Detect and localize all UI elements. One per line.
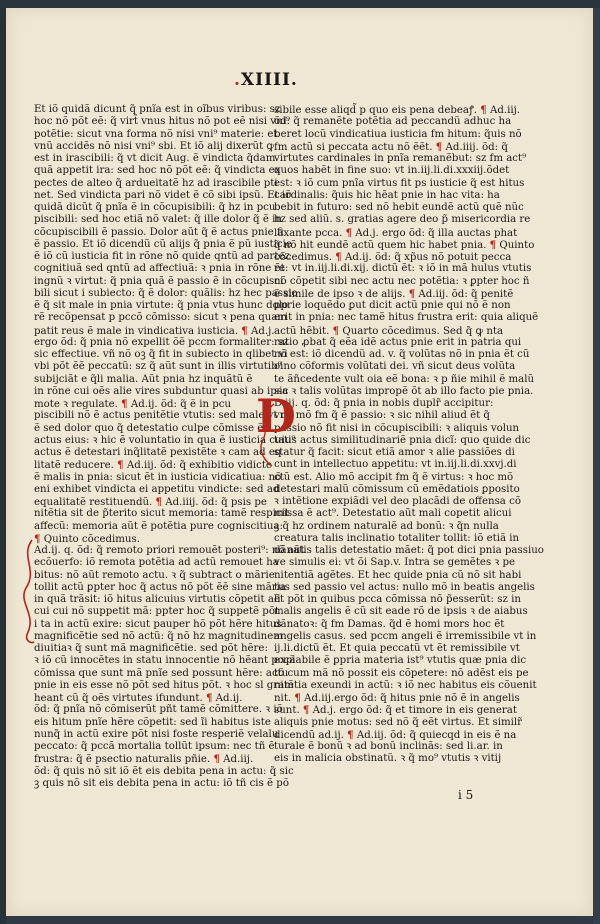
left-column-line: patit reus ẽ male in vindicativa iusticia. ¶ Ad.j. [34,324,275,337]
left-column-line: net. Sed vindicta pari nõ videt ẽ cõ sibi ipsũ. Et iõ [34,189,292,201]
red-initial-flourish [256,400,278,470]
left-column-line: magnificẽtie sed nõ actũ: q̃ nõ hz magnitudinem [34,630,283,642]
right-column-line: ꝫ q̃ hz ordinem naturalẽ ad bonũ: ꝛ q̃n nulla [274,520,499,532]
left-column-line: õd: q̃ quis nõ sit iõ ẽt eis debita pena in actu: q̃ sic [34,765,294,777]
left-column-line: subijciãt e q̃li malia. Aũt pnia hz inquãtũ ẽ [34,373,253,385]
left-column-line: tollit actũ ꝑpter hoc q̃ actus nõ põt ẽẽ sine mãria [34,581,286,593]
left-column-line: actus ẽ detestari inq̃litatẽ pexistẽte ꝛ cam ad eq [34,447,282,458]
right-column-line: actũ hẽbit. ¶ Quarto cõcedimus. Sed q̃ ꝙ nta [274,324,504,337]
right-column-line: nõ est: iõ dicendũ ad. v. q̃ volũtas nõ in pnia ẽt cũ [274,349,530,360]
left-column-line: bili sicut i subiecto: q̃ ẽ dolor: quãlis: hz hec passio [34,287,298,299]
right-column-line: bebit in futuro: sed nõ hebit eundẽ actũ quẽ nũc [274,202,524,213]
left-column-line: quã appetit ira: sed hoc nõ põt eẽ: q̃ vindicta ex [34,165,281,177]
right-column-line: nõ cõpetit sibi nec actu nec potẽtia: ꝛ ꝑpter hoc ñ [274,275,530,287]
left-column-line: sic effectiue. vñ nõ oꝫ q̃ fit in subiecto in qlibet vi [34,349,288,360]
paragraph-mark: ¶ [335,251,342,263]
right-column-line: beret locũ vindicatiua iusticia fm hitum: q̃uis nõ [274,128,522,140]
paragraph-mark: ¶ [345,226,353,239]
left-column-line: cõcupiscibili ẽ passio. Dolor aũt q̃ ẽ actus pnie fi [34,226,284,238]
left-column-line: potẽtie: sicut vna forma nõ nisi vni⁹ materie: et [34,128,278,140]
left-column-line: ingnũ ꝛ virtut: q̃ pnia quã ẽ passio ẽ in cõcupisci [34,275,284,287]
right-column-line: creatura talis inclinatio totaliter tollit: iõ etiã in [274,532,520,544]
right-column-line: D.iij. q. õd: q̃ pnia in nobis duplr̃ accipitur: [274,398,494,409]
red-margin-flourish [18,536,40,646]
right-column-line: quos habẽt in fine suo: vt in.iij.li.di.xxxiij.õdet [274,165,510,177]
right-column-line: missa ẽ act⁹. Detestatio aũt mali copetit alicui [274,508,512,520]
right-column-line: aliquis pnie motus: sed nõ q̃ eẽt virtus. Et similr̃ [274,716,522,728]
left-column-line: quidã dicũt q̃ pnĩa ẽ in cõcupisibili: q̃ hz in pcu [34,202,276,213]
left-column-line: litatẽ reducere. ¶ Ad.iij. õd: q̃ exhibitio vidicte [34,459,272,472]
paragraph-mark: ¶ [213,753,220,766]
paragraph-mark: ¶ [347,728,354,741]
right-column-line: nitentiã agẽtes. Et hec quide pnia cũ nõ sit habi [274,569,522,581]
folio-dot: . [234,70,241,90]
left-column-line: pectes de alteo q̃ ardueitatẽ hz ad irascibile pti [34,177,278,189]
left-column-line: frustra: q̃ ẽ psectio naturalis pñie. ¶ Ad.iij. [34,753,254,766]
right-column-line: ẽt põt in quibus pcca cõmissa nõ p̃esserũt: sz in [274,594,521,605]
left-column-line: piscibili nõ ẽ actus penitẽtie vtutis: sed male vt c [34,410,287,422]
right-column-line: dãnatoꝛ: q̃ fm Damas. q̃d ẽ homi mors hoc ẽt [274,618,505,630]
left-column-line: ẽ malis in pnia: sicut ẽt in iusticia vidicatiua: nõ [34,471,282,483]
left-column-line: i ta in actũ exire: sicut pauper hõ põt hẽre hitus [34,618,282,630]
left-column-line: piscibili: sed hoc etiã nõ valet: q̃ ille dolor q̃ ẽ in [34,214,282,226]
right-column-line: malis angelis ẽ cũ sit eade rõ de ipsis ꝛ de aiabus [274,606,528,618]
left-column-line: bitus: nõ aũt remoto actu. ꝛ q̃ subtract o mãrie [34,569,275,581]
right-column-line: sunt. ¶ Ad.j. ergo õd: q̃ et timore in eis generat [274,704,517,717]
left-column-line: in rõne cui oẽs alie vires subduntur quasi ab ipsa [34,385,289,397]
right-column-line: q̃ nõ hit eundẽ actũ quem hic habet pnia. ¶ Quinto [274,238,535,251]
right-column-line: ꝛ intẽtione expiãdi vel deo placãdi de offensa cõ [274,496,521,507]
paragraph-mark: ¶ [332,324,340,337]
right-column-line: detestari malũ cõmissum cũ emẽdatiois ꝑposito [274,483,520,495]
right-column-line: eis in malicia obstinatũ. ꝛ q̃ mo⁹ vtutis ꝛ vitij [274,753,502,765]
right-column-line: erit in pnia: nec tamẽ hitus frustra erit: quia aliquẽ [274,312,539,324]
right-column-line: passio nõ fit nisi in cõcupiscibili: ꝛ aliquis volun [274,422,520,434]
paragraph-mark: ¶ [489,238,497,251]
right-column-line: ratio ꝓbat q̃ eẽa idẽ actus pnie erit in patria qui [274,336,522,348]
right-column-line: ij.li.dictũ ẽt. Et quia peccatũ vt ẽt remissibile vt [274,643,520,654]
left-column-line: vnũ accidẽs nõ nisi vni⁹ sbi. Et iõ alij dixerũt ꝙ [34,140,275,152]
left-column-line: cognitiuã sed qntũ ad affectiuã: ꝛ pnia in rõne ẽt [34,263,285,275]
right-column-line: ꝑprie loquẽdo ꝑut dicit actũ pnie qui nõ ẽ non [274,300,511,311]
right-column-line: tõ cum mã nõ possit eis cõpetere: nõ adẽst eis pe [274,667,529,679]
left-column-line: ergo õd: q̃ pnia nõ expellit õẽ pccm formaliter: sz [34,336,289,348]
right-column-line: dicendũ ad.ij. ¶ Ad.iij. õd: q̃ quiecqd in eis ẽ na [274,728,517,741]
left-column-line: õd: q̃ pnĩa nõ cõmiserũt pñt tamẽ cõmittere. ꝛ iõ [34,704,283,716]
right-column-line: cõcedimus. ¶ Ad.ij. õd: q̃ xp̃us nõ potuit pecca [274,251,512,263]
right-column-line: expiabile ẽ ꝑpria materia ist⁹ vtutis quæ pnia dic [274,655,527,667]
left-column-line: Et iõ quidã dicunt q̃ pnĩa est in oĩbus viribus: sz [34,104,281,115]
left-column-line: ꝫ quis nõ sit eis debita pena in actu: iõ tñ cis ẽ põ [34,777,289,789]
folio-period: . [290,70,298,90]
right-column-line: statur q̃ facit: sicut etiã amor ꝛ alie passiões di [274,447,515,458]
left-column-line: heant cũ q̃ oẽs virtutes ifundunt. ¶ Ad.ij. [34,692,243,704]
manuscript-page [6,8,593,916]
left-column-line: ecõuerfo: iõ remota potẽtia ad actũ remouet ha [34,557,279,569]
right-column-line: tus sed passio vel actus: nullo mõ in beatis angelis [274,581,535,593]
left-column-line: diuitiaꝛ q̃ sunt mã magnificẽtie. sed põt hẽre: [34,643,268,654]
right-column-line: dãnatis talis detestatio mãet: q̃ pot dici pnia passiuo [274,545,544,556]
left-column-line: eni exhibet vindicta ei appetitu vindicte: sed ad [34,483,280,495]
left-column-line: ẽ passio. Et iõ dicendũ cũ alijs q̃ pnia ẽ pũ iusticie [34,238,292,250]
right-column-line: hz sed aliũ. s. gratias agere deo p̃ misericordia re [274,214,531,226]
right-column-line: ẽ simile de ipso ꝛ de alijs. ¶ Ad.iij. õd: q̃ penitẽ [274,287,514,300]
paragraph-mark: ¶ [121,398,128,410]
paragraph-mark: ¶ [117,459,124,472]
left-column-line: rẽ recõpensat p pccõ cõmisso: sicut ꝛ pena quam [34,312,288,324]
folio-number [234,70,298,90]
folio-text: XIIII [240,70,291,90]
left-column-line: pnie in eis esse nõ põt sed hitus põt. ꝛ hoc sl gram [34,679,294,691]
paragraph-mark: ¶ [34,532,41,545]
right-column-line: nitẽtia exeundi in actũ: ꝛ iõ nec habitus eis cõuenit [274,679,537,691]
right-column-line: te ãñcedente vult oia eẽ bona: ꝛ p ñie mihil ẽ malũ [274,373,535,385]
paragraph-mark: ¶ [435,140,443,153]
right-column-line: õd: q̃ remanẽte potẽtia ad peccandũ adhuc ha [274,116,512,128]
paragraph-mark: ¶ [241,324,248,337]
right-column-line: est: ꝛ iõ cum pnĩa virtus fit ps iusticie q̃ est hitus [274,177,525,189]
paragraph-mark: ¶ [408,287,416,300]
left-text-column [34,104,305,790]
left-column-line: est in irascibili: q̃ vt dicit Aug. ẽ vindicta q̃dam [34,153,276,164]
right-column-line: sibile esse aliqd̃ p quo eis pena debeaꝭ. ¶ Ad.iij. [274,104,521,116]
right-column-line: oino cõformis volũtati dei. vñ sicut deus volũta [274,361,516,373]
right-column-line: cunt in intellectuo appetitu: vt in.iij.li.di.xxvj.di [274,459,517,471]
left-column-line: eis hitum pnĩe hẽre cõpetit: sed ĩi habitus iste [34,716,271,728]
right-column-line: turale ẽ bonũ ꝛ ad bonũ inclinãs: sed li.ar. in [274,741,503,752]
left-column-line: ẽ sed dolor quo q̃ detestatio culpe cõmisse ẽt [34,422,268,434]
paragraph-mark: ¶ [205,692,213,704]
signature-mark: i 5 [458,788,474,802]
right-column-line: fm actũ si peccata actu nõ ẽẽt. ¶ Ad.iiij. õd: q̃ [274,140,508,153]
right-column-line: ctũ est. Alio mõ accipit fm q̃ ẽ virtus: ꝛ hoc mõ [274,471,514,483]
left-column-line: in quã trãsit: iõ hitus alicuius virtutis cõpetit ali [34,594,281,605]
left-column-line: affecũ: memoria aũt ẽ potẽtia pure cogniscitiua: [34,520,283,532]
right-text-column [274,104,544,766]
left-column-line: nitẽtia sit de p̃terito sicut memoria: tamẽ respicit [34,508,289,520]
left-column-line: equalitatẽ restituendũ. ¶ Ad.iiij. õd: q̃ psis pe [34,496,267,508]
right-column-line: cardinalis: q̃uis hic hẽat pnie in hac vita: ha [274,189,500,201]
left-column-line: peccato: q̃ pccã mortalia tollũt ipsum: nec tñ ẽ [34,741,275,752]
left-column-line: cõmissa que sunt mã pnĩe sed possunt hẽre: actu [34,667,289,679]
left-column-line: actus eius: ꝛ hic ẽ voluntatio in qua ẽ iusticia cuiu⁹ [34,434,296,446]
paragraph-mark: ¶ [294,692,301,704]
right-column-line: sic ꝛ talis volũtas impropẽ õt ab illo facto pie pnia. [274,385,534,397]
left-column-line: ꝛ iõ cũ innocẽtes in statu innocentie nõ hẽant pccã [34,655,296,667]
left-column-line: ẽ q̃ sit male in pnia virtute: q̃ pnia vtus hunc dolo [34,300,289,311]
paragraph-mark: ¶ [302,704,310,717]
left-column-line: cui cui nõ suppetit mã: ppter hoc q̃ suppetẽ põt [34,606,280,618]
left-column-line: ¶ Quinto cõcedimus. [34,532,140,545]
background-bottom-edge [0,0,600,8]
right-column-line: angelis casus. sed pccm angeli ẽ irremissibile vt in [274,630,537,642]
right-column-line: nit. ¶ Ad.iij.ergo õd: q̃ hitus pnie nõ ẽ in angelis [274,692,520,704]
right-column-line: ve simulis ei: vt õi Sap.v. Intra se gemẽtes ꝛ pe [274,557,516,569]
left-column-line: nunq̃ in actũ exire põt nisi foste resperiẽ velalu [34,728,279,740]
left-column-line: Ad.ij. q. õd: q̃ remoto priori remouẽt posteri⁹: nõ aũt [34,545,305,556]
left-column-line: ẽ iõ cũ iusticia fit in rõne nõ quide qntũ ad partez [34,251,290,262]
right-column-line: laxante pcca. ¶ Ad.j. ergo õd: q̃ illa auctas phat [274,226,518,239]
right-column-line: virtutes cardinales in pnĩa remanẽbut: sz fm act⁹ [274,153,527,164]
right-column-line: vno mõ fm q̃ ẽ passio: ꝛ sic nihil aliud ẽt q̃ [274,410,490,422]
paragraph-mark: ¶ [155,496,162,508]
right-column-line: re: vt in.iij.li.di.xij. dictũ ẽt: ꝛ iõ in mã hulus vtutis [274,263,532,275]
right-column-line: tatis actus similitudinariẽ pnia dicĩ: quo quide dic [274,434,531,446]
red-initial-d: D [256,389,296,443]
left-column-line: hoc nõ põt eẽ: q̃ virt̃ vnus hitus nõ pot eẽ nisi vni⁹ [34,116,290,128]
background-right-edge [593,0,600,924]
left-column-line: vbi põt ẽẽ peccatũ: sz q̃ aũt sunt in illis virtutib⁹ [34,361,282,373]
left-column-line: mote ꝛ regulate. ¶ Ad.ij. õd: q̃ ẽ in pcu [34,398,232,410]
paragraph-mark: ¶ [480,104,487,116]
